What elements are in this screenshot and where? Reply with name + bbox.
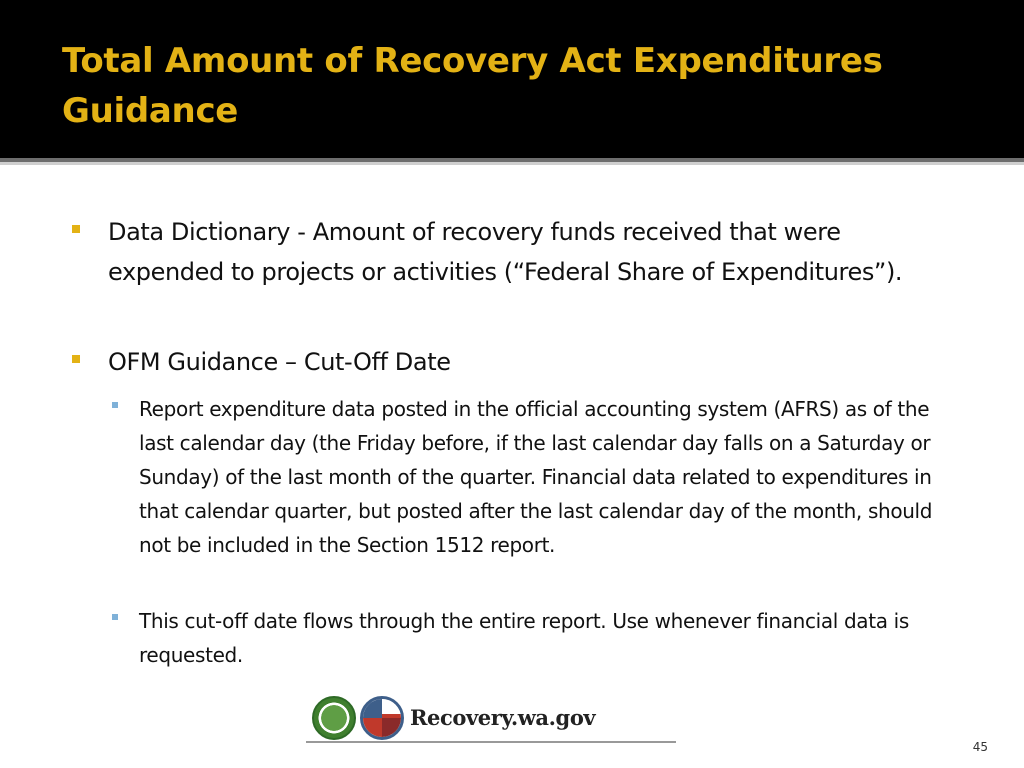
sub-bullet-text: Report expenditure data posted in the official accounting system (AFRS) as of the last calendar day (the Friday before, if the last calendar day falls on a Saturday or Sunday) of the last month of the quarter. Financial data related to expenditures in that calendar quarter, but posted after the last calendar day of the month, should not be included in the Section 1512 report. bbox=[139, 397, 933, 557]
square-bullet-icon bbox=[112, 614, 118, 620]
page-number: 45 bbox=[972, 740, 988, 754]
slide-title: Total Amount of Recovery Act Expenditures Guidance bbox=[62, 41, 883, 131]
title-divider-shadow bbox=[0, 162, 1024, 165]
footer-logo bbox=[306, 694, 676, 744]
bullet-text: OFM Guidance – Cut-Off Date bbox=[108, 348, 451, 376]
site-name: Recovery.wa.gov bbox=[410, 705, 596, 730]
square-bullet-icon bbox=[72, 225, 80, 233]
bullet-text: Data Dictionary - Amount of recovery funds received that were expended to projects or activities (“Federal Share of Expenditures”). bbox=[108, 218, 903, 286]
washington-state-seal-icon bbox=[312, 696, 356, 740]
footer-divider bbox=[306, 741, 676, 743]
square-bullet-icon bbox=[112, 402, 118, 408]
sub-bullet-text: This cut-off date flows through the entire report. Use whenever financial data is requested. bbox=[139, 609, 909, 667]
square-bullet-icon bbox=[72, 355, 80, 363]
recovery-gov-seal-icon bbox=[360, 696, 404, 740]
